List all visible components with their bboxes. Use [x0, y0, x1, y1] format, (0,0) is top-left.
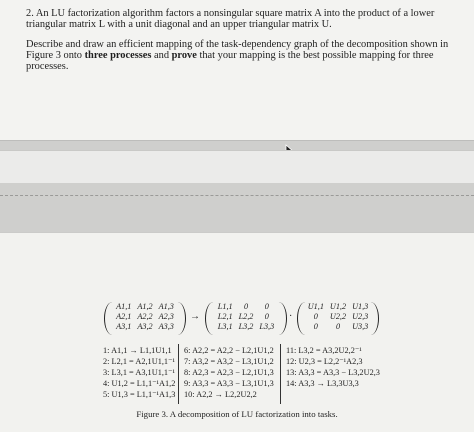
matrix-l: [205, 302, 287, 335]
task-item: 10: A2,2 → L2,2U2,2: [184, 390, 257, 399]
matrix-cell: L3,1: [217, 322, 233, 331]
matrix-cell: 0: [335, 322, 341, 331]
task-item: 8: A2,3 = A2,3 − L2,1U1,3: [184, 368, 274, 377]
question-part-c: that your mapping is the best possible mapping for three processes.: [26, 49, 434, 73]
matrix-cell: A2,1: [116, 312, 132, 321]
matrix-row: [215, 302, 277, 312]
matrix-cell: A1,2: [137, 302, 153, 311]
question-number: 2.: [26, 8, 34, 19]
matrix-cell: L1,1: [217, 302, 233, 311]
question-bold-processes: three processes: [84, 49, 152, 61]
matrix-row: [305, 312, 371, 322]
question-intro: An LU factorization algorithm factors a nonsingular square matrix A into the product of a lower triangular matrix L with a unit diagonal and an upper triangular matrix U.: [26, 8, 435, 31]
task-item: 13: A3,3 = A3,3 − L3,2U2,3: [286, 368, 380, 377]
matrix-row: [305, 322, 371, 332]
page-break-divider: [0, 195, 474, 196]
matrix-cell: A3,1: [116, 322, 132, 331]
matrix-cell: 0: [313, 312, 318, 321]
matrix-row: [305, 302, 371, 312]
task-list-3: [286, 345, 380, 389]
matrix-cell: 0: [264, 312, 269, 321]
task-item: 7: A3,2 = A3,2 − L3,1U1,2: [184, 357, 274, 366]
matrix-row: [215, 312, 277, 322]
figure-caption: Figure 3. A decomposition of LU factorization into tasks.: [136, 409, 338, 419]
task-item: 2: L2,1 = A2,1U1,1⁻¹: [103, 357, 175, 366]
question-text: [26, 8, 451, 72]
task-item: 14: A3,3 → L3,3U3,3: [286, 379, 359, 388]
matrix-cell: A3,2: [137, 322, 153, 331]
matrix-cell: A1,1: [116, 302, 132, 311]
task-list-1: [103, 345, 175, 400]
matrix-row: [215, 322, 277, 332]
matrix-cell: A1,3: [158, 302, 174, 311]
dot-symbol: ·: [289, 311, 293, 322]
matrix-cell: A3,3: [158, 322, 174, 331]
column-divider: [280, 344, 281, 404]
matrix-cell: U1,1: [307, 302, 324, 311]
matrix-cell: L3,3: [259, 322, 275, 331]
question-bold-prove: prove: [171, 49, 197, 61]
matrix-cell: U2,3: [352, 312, 369, 321]
matrix-a: [104, 302, 186, 335]
task-item: 9: A3,3 = A3,3 − L3,1U1,3: [184, 379, 274, 388]
question-paragraph-2: [26, 39, 451, 73]
matrix-cell: U1,3: [352, 302, 369, 311]
matrix-cell: A2,2: [137, 312, 153, 321]
task-item: 1: A1,1 → L1,1U1,1: [103, 346, 172, 355]
matrix-cell: 0: [243, 302, 249, 311]
matrix-cell: U3,3: [352, 322, 369, 331]
matrix-row: [113, 312, 177, 322]
question-part-a: Describe and draw an efficient mapping of the task-dependency graph of the decomposition shown in Figure 3 onto: [26, 38, 449, 61]
task-list-2: [184, 345, 274, 400]
matrix-cell: 0: [313, 322, 318, 331]
matrix-row: [113, 302, 177, 312]
matrix-u: [297, 302, 379, 335]
answer-area[interactable]: [0, 150, 474, 183]
column-divider: [178, 344, 179, 404]
task-item: 6: A2,2 = A2,2 − L2,1U1,2: [184, 346, 274, 355]
matrix-cell: A2,3: [158, 312, 174, 321]
question-part-b: and: [151, 49, 172, 61]
matrix-cell: U1,2: [329, 302, 347, 311]
task-item: 4: U1,2 = L1,1⁻¹A1,2: [103, 379, 176, 388]
matrix-row: [113, 322, 177, 332]
matrix-cell: L3,2: [238, 322, 254, 331]
task-item: 12: U2,3 = L2,2⁻¹A2,3: [286, 357, 363, 366]
arrow-symbol: →: [190, 311, 200, 322]
matrix-cell: 0: [264, 302, 269, 311]
task-item: 3: L3,1 = A3,1U1,1⁻¹: [103, 368, 175, 377]
matrix-cell: L2,2: [238, 312, 254, 321]
matrix-cell: L2,1: [217, 312, 233, 321]
question-paragraph-1: [26, 8, 451, 31]
matrix-cell: U2,2: [329, 312, 347, 321]
task-item: 5: U1,3 = L1,1⁻¹A1,3: [103, 390, 176, 399]
question-panel: [0, 0, 474, 141]
task-item: 11: L3,2 = A3,2U2,2⁻¹: [286, 346, 362, 355]
